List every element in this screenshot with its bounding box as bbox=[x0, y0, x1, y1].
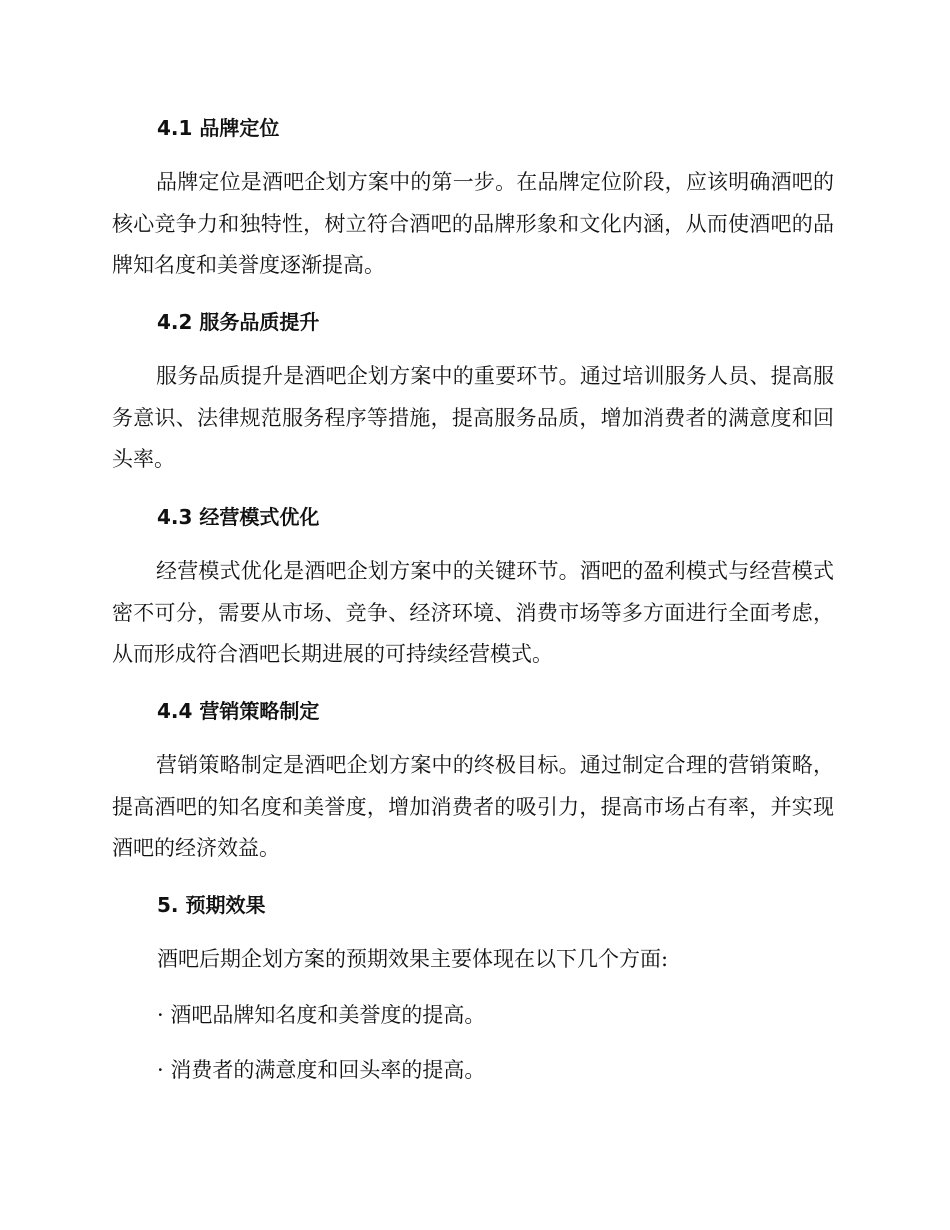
section-heading-4-3: 4.3 经营模式优化 bbox=[157, 505, 320, 529]
list-item: · 消费者的满意度和回头率的提高。 bbox=[157, 1058, 486, 1082]
section-heading-4-2: 4.2 服务品质提升 bbox=[157, 310, 320, 334]
section-heading-4-4: 4.4 营销策略制定 bbox=[157, 699, 320, 723]
section-heading-4-1: 4.1 品牌定位 bbox=[157, 116, 280, 140]
section-heading-5: 5. 预期效果 bbox=[157, 893, 266, 917]
section-paragraph-4-4: 营销策略制定是酒吧企划方案中的终极目标。通过制定合理的营销策略，提高酒吧的知名度和美誉度，增加消费者的吸引力，提高市场占有率，并实现酒吧的经济效益。 bbox=[112, 753, 834, 860]
expected-effects-intro: 酒吧后期企划方案的预期效果主要体现在以下几个方面: bbox=[157, 947, 669, 971]
section-paragraph-4-3: 经营模式优化是酒吧企划方案中的关键环节。酒吧的盈利模式与经营模式密不可分，需要从市场、竞争、经济环境、消费市场等多方面进行全面考虑，从而形成符合酒吧长期进展的可持续经营模式。 bbox=[112, 559, 834, 666]
section-paragraph-4-1: 品牌定位是酒吧企划方案中的第一步。在品牌定位阶段，应该明确酒吧的核心竞争力和独特性，树立符合酒吧的品牌形象和文化内涵，从而使酒吧的品牌知名度和美誉度逐渐提高。 bbox=[112, 170, 834, 277]
section-paragraph-4-2: 服务品质提升是酒吧企划方案中的重要环节。通过培训服务人员、提高服务意识、法律规范服务程序等措施，提高服务品质，增加消费者的满意度和回头率。 bbox=[112, 364, 834, 471]
list-item: · 酒吧品牌知名度和美誉度的提高。 bbox=[157, 1003, 486, 1027]
